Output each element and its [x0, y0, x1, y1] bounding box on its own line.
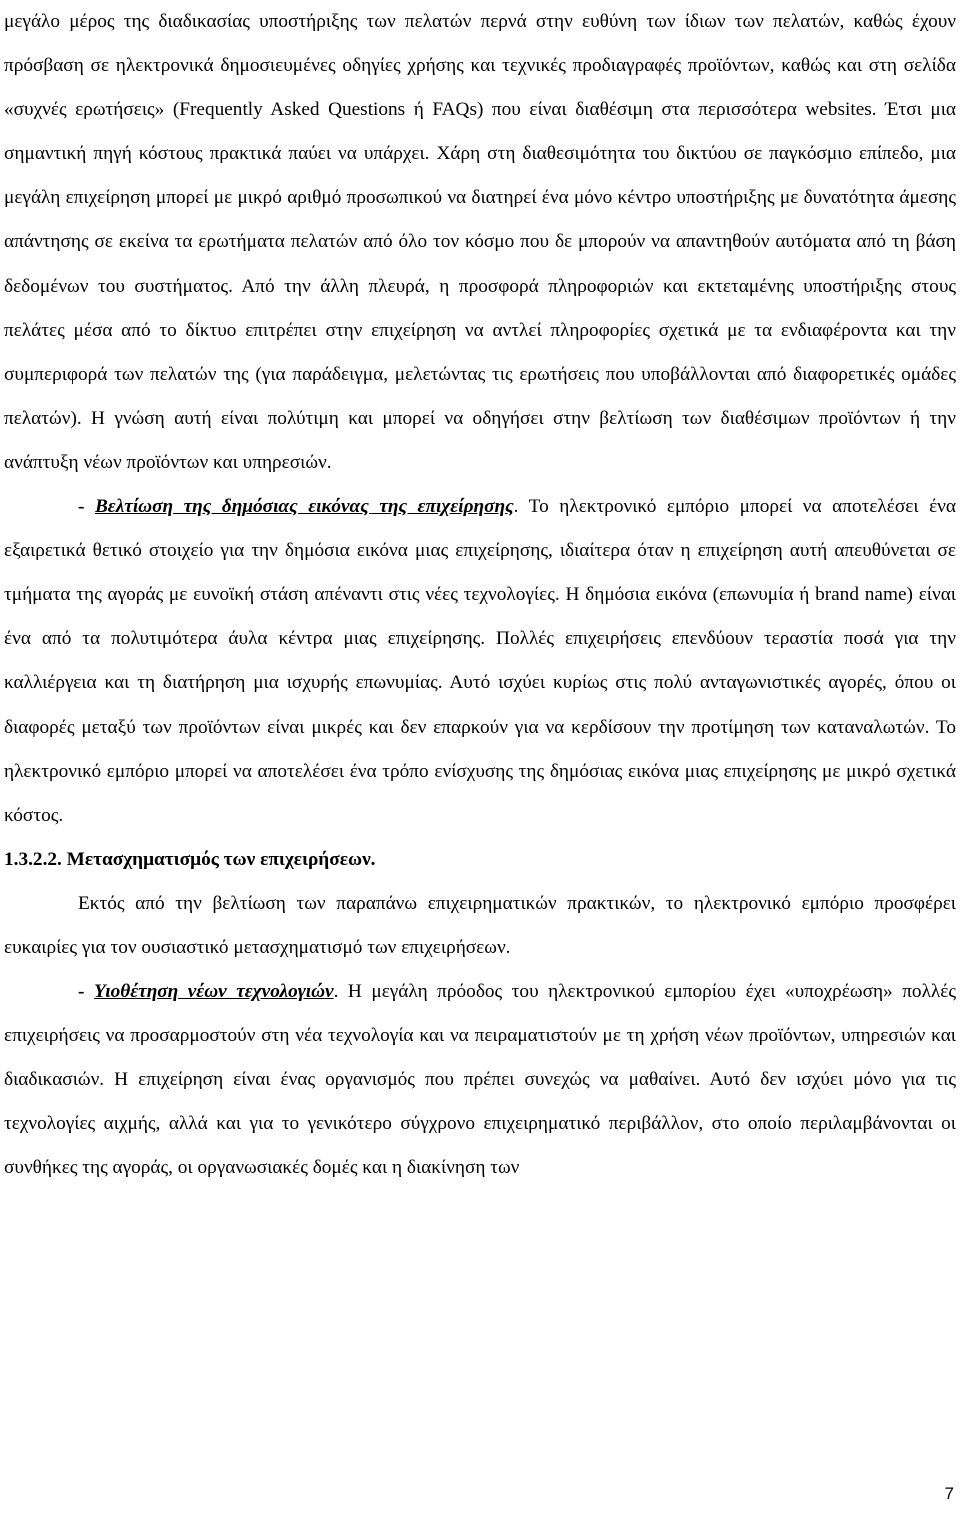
- paragraph-customer-support: μεγάλο μέρος της διαδικασίας υποστήριξης των πελατών περνά στην ευθύνη των ίδιων των πελατών, καθώς έχουν πρόσβαση σε ηλεκτρονικά δημοσιευμένες οδηγίες χρήσης και τεχνικές προδιαγραφές προϊόντων, καθώς και στη σελίδα «συχνές ερωτήσεις» (Frequently Asked Questions ή FAQs) που είναι διαθέσιμη στα περισσότερα websites. Έτσι μια σημαντική πηγή κόστους πρακτικά παύει να υπάρχει. Χάρη στη διαθεσιμότητα του δικτύου σε παγκόσμιο επίπεδο, μια μεγάλη επιχείρηση μπορεί με μικρό αριθμό προσωπικού να διατηρεί ένα μόνο κέντρο υποστήριξης με δυνατότητα άμεσης απάντησης σε εκείνα τα ερωτήματα πελατών από όλο τον κόσμο που δε μπορούν να απαντηθούν αυτόματα από τη βάση δεδομένων του συστήματος. Από την άλλη πλευρά, η προσφορά πληροφοριών και εκτεταμένης υποστήριξης στους πελάτες μέσα από το δίκτυο επιτρέπει στην επιχείρηση να αντλεί πληροφορίες σχετικά με τα ενδιαφέροντα και την συμπεριφορά των πελατών της (για παράδειγμα, μελετώντας τις ερωτήσεις που υποβάλλονται από διαφορετικές ομάδες πελατών). Η γνώση αυτή είναι πολύτιμη και μπορεί να οδηγήσει στην βελτίωση των διαθέσιμων προϊόντων ή την ανάπτυξη νέων προϊόντων και υπηρεσιών.: [4, 11, 956, 473]
- body-text: [4, 0, 956, 1191]
- page-number: 7: [944, 1484, 954, 1503]
- paragraph-new-technologies-body: . Η μεγάλη πρόοδος του ηλεκτρονικού εμπορίου έχει «υποχρέωση» πολλές επιχειρήσεις να προσαρμοστούν στη νέα τεχνολογία και να πειραματιστούν με τη χρήση νέων προϊόντων, υπηρεσιών και διαδικασιών. Η επιχείρηση είναι ένας οργανισμός που πρέπει συνεχώς να μαθαίνει. Αυτό δεν ισχύει μόνο για τις τεχνολογίες αιχμής, αλλά και για το γενικότερο σύγχρονο επιχειρηματικό περιβάλλον, στο οποίο περιλαμβάνονται οι συνθήκες της αγοράς, οι οργανωσιακές δομές και η διακίνηση των: [4, 981, 956, 1179]
- bullet-dash: -: [78, 981, 94, 1003]
- paragraph-new-technologies: [4, 970, 956, 1190]
- paragraph-transformation: Εκτός από την βελτίωση των παραπάνω επιχειρηματικών πρακτικών, το ηλεκτρονικό εμπόριο προσφέρει ευκαιρίες για τον ουσιαστικό μετασχηματισμό των επιχειρήσεων.: [4, 892, 956, 958]
- bullet-title-public-image: Βελτίωση της δημόσιας εικόνας της επιχείρησης: [94, 496, 514, 518]
- section-heading: 1.3.2.2. Μετασχηματισμός των επιχειρήσεων.: [4, 848, 376, 870]
- bullet-dash: -: [78, 496, 95, 518]
- bullet-title-new-technologies: Υιοθέτηση νέων τεχνολογιών: [93, 981, 334, 1003]
- paragraph-public-image: [4, 485, 956, 838]
- paragraph-public-image-body: . Το ηλεκτρονικό εμπόριο μπορεί να αποτελέσει ένα εξαιρετικά θετικό στοιχείο για την δημόσια εικόνα μιας επιχείρησης, ιδιαίτερα όταν η επιχείρηση αυτή απευθύνεται σε τμήματα της αγοράς με ευνοϊκή στάση απέναντι στις νέες τεχνολογίες. Η δημόσια εικόνα (επωνυμία ή brand name) είναι ένα από τα πολυτιμότερα άυλα κέντρα μιας επιχείρησης. Πολλές επιχειρήσεις επενδύουν τεραστία ποσά για την καλλιέργεια και τη διατήρηση μια ισχυρής επωνυμίας. Αυτό ισχύει κυρίως στις πολύ ανταγωνιστικές αγορές, όπου οι διαφορές μεταξύ των προϊόντων είναι μικρές και δεν επαρκούν για να κερδίσουν την προτίμηση των καταναλωτών. Το ηλεκτρονικό εμπόριο μπορεί να αποτελέσει ένα τρόπο ενίσχυσης της δημόσιας εικόνα μιας επιχείρησης με μικρό σχετικά κόστος.: [4, 496, 956, 826]
